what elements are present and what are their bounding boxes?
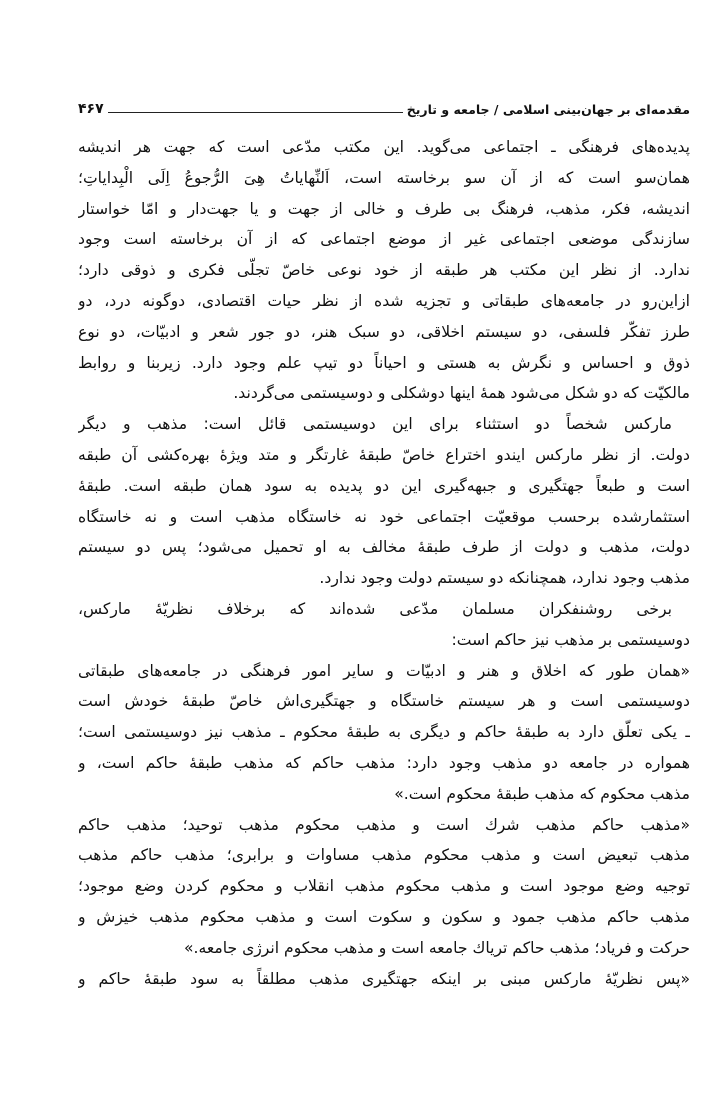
quote-line: مذهب تبعیض است و مذهب محکوم مذهب مساوات و برابری؛ مذهب حاکم مذهب	[78, 846, 690, 865]
quote-line: مذهب محکوم که مذهب طبقهٔ محکوم است.»	[394, 784, 690, 803]
quote-line: «پس نظریّهٔ مارکس مبنی بر اینکه جهتگیری مذهب مطلقاً به سود طبقهٔ حاکم و	[78, 969, 690, 988]
text-line: پدیده‌های فرهنگی ـ اجتماعی می‌گوید. این مکتب مدّعی است که جهت هر اندیشه	[78, 138, 690, 156]
text-line: است و طبعاً جهتگیری و جبهه‌گیری این دو پدیده به سود همان طبقه است. طبقهٔ	[78, 476, 690, 495]
body-text	[78, 132, 690, 994]
header-rule	[108, 112, 403, 113]
quote-line: ـ یکی تعلّق دارد به طبقهٔ حاکم و دیگری به طبقهٔ محکوم ـ مذهب نیز دوسیستمی است؛	[78, 723, 690, 742]
quote-line: «مذهب حاکم مذهب شرك است و مذهب محکوم مذهب توحید؛ مذهب حاکم	[78, 815, 690, 834]
quote-line: حرکت و فریاد؛ مذهب حاکم تریاك جامعه است و مذهب محکوم انرژی جامعه.»	[183, 938, 690, 957]
quote-line: «همان طور که اخلاق و هنر و ادبیّات و سایر امور فرهنگی در جامعه‌های طبقاتی	[78, 661, 690, 680]
quote-line: توجیه وضع موجود است و مذهب محکوم مذهب انقلاب و محکوم کردن وضع موجود؛	[78, 877, 690, 896]
running-head: مقدمه‌ای بر جهان‌بینی اسلامی / جامعه و تاریخ	[406, 101, 690, 117]
quote-line: مذهب حاکم مذهب جمود و سکون و سکوت است و مذهب محکوم مذهب خیزش و	[78, 907, 690, 926]
text-line: ذوق و احساس و نگرش به هستی و احیاناً دو تیپ علم وجود دارد. زیربنا و روابط	[78, 353, 690, 372]
text-line: برخی روشنفکران مسلمان مدّعی شده‌اند که برخلاف نظریّهٔ مارکس،	[78, 599, 672, 618]
text-line: استثمارشده برحسب موقعیّت اجتماعی خود نه خاستگاه مذهب است و نه خاستگاه	[78, 507, 690, 526]
text-line: دوسیستمی بر مذهب نیز حاکم است:	[451, 630, 690, 649]
text-line: طرز تفکّر فلسفی، دو سیستم اخلاقی، دو سبک هنر، دو جور شعر و ادبیّات، دو نوع	[78, 322, 690, 341]
quote-line: دوسیستمی است و هر سیستم خاستگاه و جهتگیری‌اش خاصّ طبقهٔ خودش است	[78, 692, 690, 711]
text-line: مذهب وجود ندارد، همچنانکه دو سیستم دولت وجود ندارد.	[319, 569, 690, 588]
page-header	[78, 92, 690, 116]
text-line: مالکیّت که دو شکل می‌شود همهٔ اینها دوشکلی و دوسیستمی می‌گردند.	[233, 384, 690, 403]
quote-line: همواره در جامعه دو مذهب وجود دارد: مذهب حاکم که مذهب طبقهٔ حاکم است، و	[78, 753, 690, 772]
text-line: اندیشه، فکر، مذهب، فرهنگ بی طرف و خالی از جهت و یا جهت‌دار و امّا خواستار	[78, 199, 690, 218]
text-line: دولت. از نظر مارکس ایندو اختراع خاصّ طبقهٔ غارتگر و متد ویژهٔ بهره‌کشی آن طبقه	[78, 445, 690, 464]
text-line: همان‌سو است که از آن سو برخاسته است، اَلنِّهایاتُ هِیَ الرُّجوعُ اِلَی الْبِدایاتِ؛	[78, 168, 690, 187]
page-number: ۴۶۷	[78, 101, 104, 117]
text-line: دولت، مذهب و دولت از طرف طبقهٔ مخالف به او تحمیل می‌شود؛ پس دو سیستم	[78, 538, 690, 557]
text-line: سازندگی موضعی اجتماعی غیر از موضع اجتماعی که از آن برخاسته است وجود	[78, 230, 690, 249]
text-line: ازاین‌رو در جامعه‌های طبقاتی و تجزیه شده از نظر حیات اقتصادی، دوگونه درد، دو	[78, 291, 690, 310]
text-line: مارکس شخصاً دو استثناء برای این دوسیستمی قائل است: مذهب و دیگر	[78, 415, 672, 434]
text-line: ندارد. از نظر این مکتب هر طبقه از خود نوعی خاصّ تجلّی فکری و ذوقی دارد؛	[78, 261, 690, 280]
